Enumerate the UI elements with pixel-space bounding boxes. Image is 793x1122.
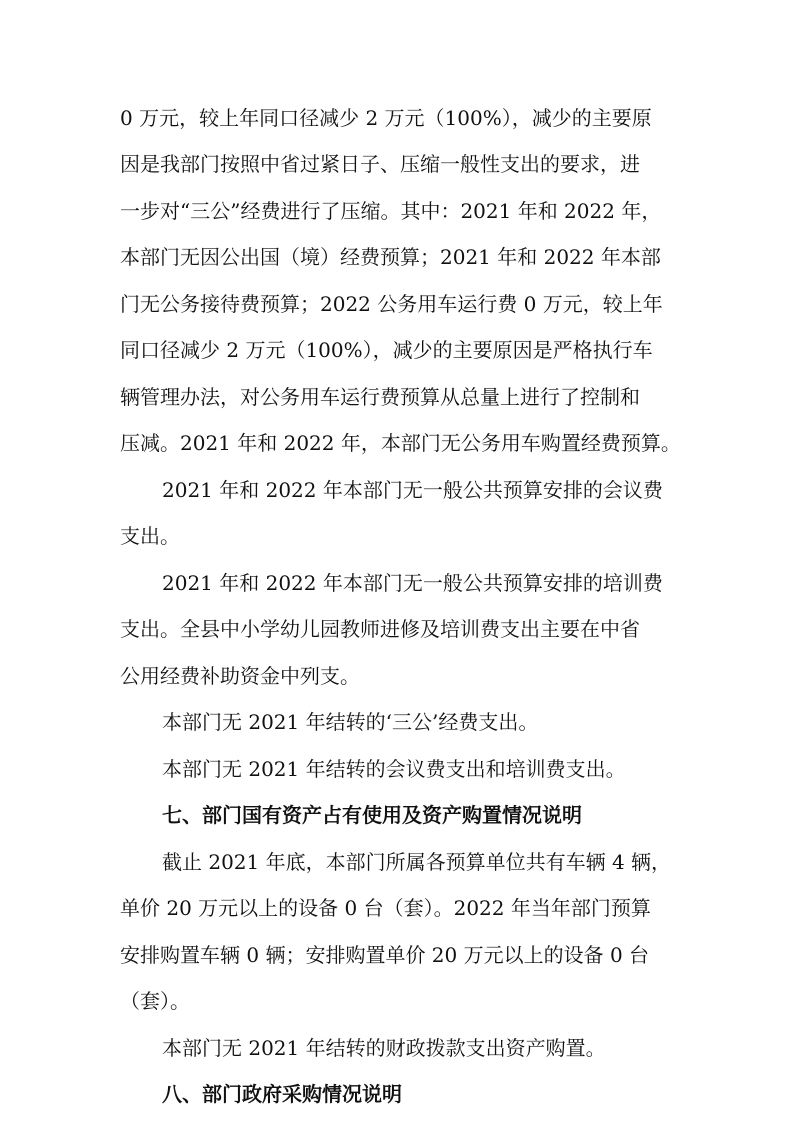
text-line-2: 因是我部门按照中省过紧日子、压缩一般性支出的要求，进 — [120, 152, 640, 176]
text-line-4: 本部门无因公出国（境）经费预算；2021 年和 2022 年本部 — [120, 245, 661, 269]
paragraph-training-fee-line-3: 公用经费补助资金中列支。 — [120, 664, 360, 688]
text-line-1: 0 万元，较上年同口径减少 2 万元（100%），减少的主要原 — [120, 106, 652, 130]
paragraph-meeting-fee-line-1: 2021 年和 2022 年本部门无一般公共预算安排的会议费 — [162, 478, 663, 502]
text-line-5: 门无公务接待费预算；2022 公务用车运行费 0 万元，较上年 — [120, 292, 663, 316]
paragraph-assets-line-2: 单价 20 万元以上的设备 0 台（套）。2022 年当年部门预算 — [120, 896, 651, 920]
text-line-8: 压减。2021 年和 2022 年，本部门无公务用车购置经费预算。 — [120, 431, 681, 455]
paragraph-three-public-carryover: 本部门无 2021 年结转的‘三公’经费支出。 — [162, 710, 539, 734]
text-line-3: 一步对“三公”经费进行了压缩。其中：2021 年和 2022 年， — [120, 199, 662, 223]
paragraph-meeting-training-carryover: 本部门无 2021 年结转的会议费支出和培训费支出。 — [162, 757, 626, 781]
paragraph-asset-purchase-carryover: 本部门无 2021 年结转的财政拨款支出资产购置。 — [162, 1036, 606, 1060]
text-line-7: 辆管理办法，对公务用车运行费预算从总量上进行了控制和 — [120, 385, 640, 409]
paragraph-training-fee-line-1: 2021 年和 2022 年本部门无一般公共预算安排的培训费 — [162, 571, 663, 595]
section-heading-8: 八、部门政府采购情况说明 — [162, 1082, 402, 1106]
paragraph-assets-line-4: （套）。 — [120, 989, 190, 1013]
paragraph-meeting-fee-line-2: 支出。 — [120, 524, 180, 548]
paragraph-training-fee-line-2: 支出。全县中小学幼儿园教师进修及培训费支出主要在中省 — [120, 617, 640, 641]
paragraph-assets-line-3: 安排购置车辆 0 辆；安排购置单价 20 万元以上的设备 0 台 — [120, 943, 650, 967]
paragraph-assets-line-1: 截止 2021 年底，本部门所属各预算单位共有车辆 4 辆， — [162, 850, 672, 874]
text-line-6: 同口径减少 2 万元（100%），减少的主要原因是严格执行车 — [120, 338, 653, 362]
section-heading-7: 七、部门国有资产占有使用及资产购置情况说明 — [162, 803, 582, 827]
